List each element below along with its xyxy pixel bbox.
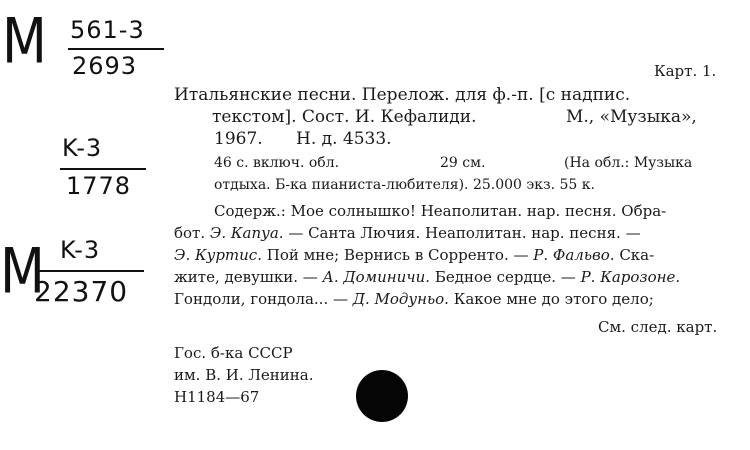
library-line-3: Н1184—67 bbox=[174, 388, 260, 406]
call-number-m2-line bbox=[36, 270, 144, 272]
contents-line bbox=[214, 202, 666, 220]
library-line-1: Гос. б-ка СССР bbox=[174, 344, 293, 362]
entry-title: Итальянские песни. Перелож. для ф.-п. [с надпис. bbox=[174, 85, 631, 105]
card-label: Карт. 1. bbox=[654, 62, 717, 80]
call-number-m2-bottom: 22370 bbox=[34, 275, 129, 308]
contents-line bbox=[174, 290, 654, 308]
call-number-k1-top: K-3 bbox=[62, 134, 103, 162]
contents-text: Гондоли, гондола... — bbox=[174, 290, 353, 308]
contents-author: А. Доминичи. bbox=[322, 268, 431, 286]
call-number-m2-top: K-3 bbox=[60, 236, 101, 264]
call-number-k1-line bbox=[60, 168, 146, 170]
call-number-m1-line bbox=[68, 48, 164, 50]
contents-text: Пой мне; Вернись в Сорренто. — bbox=[261, 246, 534, 264]
entry-publisher: М., «Музыка», bbox=[566, 107, 697, 127]
entry-title-cont: текстом]. Сост. И. Кефалиди. bbox=[212, 107, 477, 127]
contents-author: Э. Капуа. bbox=[209, 224, 284, 242]
call-number-k1-bottom: 1778 bbox=[66, 172, 132, 200]
contents-line bbox=[174, 224, 641, 242]
contents-author: Э. Куртис. bbox=[174, 246, 262, 264]
call-number-m1-bottom: 2693 bbox=[72, 52, 138, 80]
entry-description-a: 46 с. включ. обл. bbox=[214, 155, 340, 171]
contents-text: Какое мне до этого дело; bbox=[448, 290, 654, 308]
call-letter-m2: M bbox=[0, 236, 45, 308]
entry-description-b: 29 см. bbox=[440, 155, 486, 171]
continuation-note: См. след. карт. bbox=[598, 318, 718, 336]
entry-nd: Н. д. 4533. bbox=[296, 129, 392, 149]
entry-description-2: отдыха. Б-ка пианиста-любителя). 25.000 экз. 55 к. bbox=[214, 177, 595, 193]
contents-text: жите, девушки. — bbox=[174, 268, 323, 286]
contents-author: Р. Фальво. bbox=[533, 246, 615, 264]
entry-description-c: (На обл.: Музыка bbox=[564, 155, 693, 171]
entry-year: 1967. bbox=[214, 129, 263, 149]
contents-text: Содерж.: Мое солнышко! Неаполитан. нар. песня. Обра- bbox=[214, 202, 667, 220]
contents-author: Р. Карозоне. bbox=[580, 268, 681, 286]
contents-text: бот. bbox=[174, 224, 210, 242]
contents-text: Бедное сердце. — bbox=[430, 268, 581, 286]
call-letter-m1: M bbox=[2, 6, 47, 78]
punch-hole bbox=[356, 370, 408, 422]
contents-line bbox=[174, 268, 680, 286]
contents-line bbox=[174, 246, 654, 264]
contents-text: Ска- bbox=[614, 246, 655, 264]
contents-text: — Санта Лючия. Неаполитан. нар. песня. — bbox=[283, 224, 641, 242]
contents-author: Д. Модуньо. bbox=[352, 290, 449, 308]
library-line-2: им. В. И. Ленина. bbox=[174, 366, 314, 384]
call-number-m1-top: 561-3 bbox=[70, 16, 145, 44]
